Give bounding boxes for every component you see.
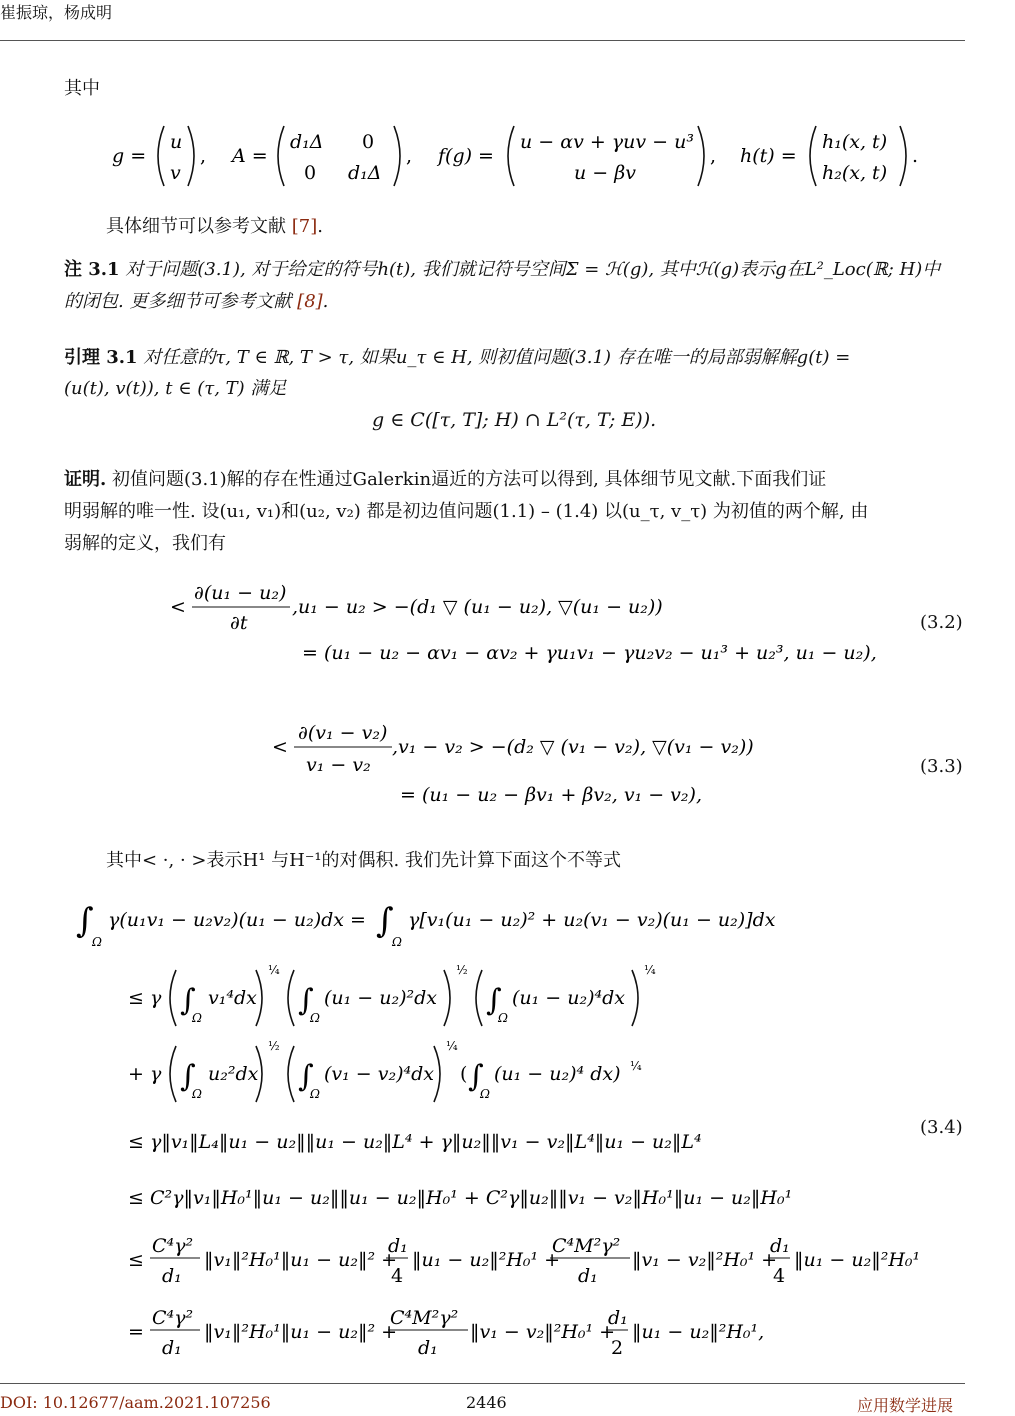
integral-sign: ∫	[180, 983, 196, 1018]
leq-sign: ≤	[128, 1249, 144, 1271]
eq34-l3-b: u₂²dx	[208, 1063, 259, 1085]
equation-3-4	[70, 890, 930, 1370]
eq34-l6-num4: d₁	[770, 1235, 790, 1257]
exp-quarter: ¼	[268, 963, 280, 977]
eq34-l7-num3: d₁	[608, 1307, 628, 1329]
paren	[170, 1046, 176, 1102]
eq33-frac-num: ∂(v₁ − v₂)	[298, 722, 388, 744]
integral-sign: ∫	[298, 1059, 314, 1094]
header-rule	[0, 40, 965, 41]
eq34-l2-d: (u₁ − u₂)⁴dx	[512, 987, 626, 1009]
eq34-l6-mid3: ‖v₁ − v₂‖²H₀¹ +	[632, 1249, 778, 1271]
intro-text: 其中	[64, 78, 100, 99]
eq34-label: (3.4)	[920, 1117, 963, 1138]
eq33-line1: ,v₁ − v₂ > −(d₂ ▽ (v₁ − v₂), ▽(v₁ − v₂))	[392, 736, 754, 758]
omega-sub: Ω	[310, 1011, 320, 1025]
eq34-l3-d: (u₁ − u₂)⁴ dx)	[494, 1063, 621, 1085]
sep-comma: ,	[710, 145, 717, 167]
omega-sub: Ω	[192, 1087, 202, 1101]
eq34-l7-end: ‖u₁ − u₂‖²H₀¹,	[632, 1321, 765, 1343]
eq32-frac-num: ∂(u₁ − u₂)	[194, 582, 287, 604]
paren	[476, 970, 482, 1026]
omega-sub: Ω	[92, 935, 102, 949]
eq34-l2-c: (u₁ − u₂)²dx	[324, 987, 438, 1009]
lemma-text-1: 对任意的τ, T ∈ ℝ, T > τ, 如果u_τ ∈ H, 则初值问题(3.1) 存在唯一的局部弱解解g(t) =	[143, 347, 851, 368]
A-right-paren	[394, 126, 400, 186]
lemma-label: 引理 3.1	[64, 347, 138, 368]
remark-text-1: 对于问题(3.1), 对于给定的符号h(t), 我们就记符号空间Σ = ℋ(g), 其中ℋ(g)表示g在L²_Loc(ℝ; H)中	[125, 259, 941, 280]
paren	[256, 970, 262, 1026]
proof-label: 证明.	[64, 469, 107, 490]
A-left-paren	[278, 126, 284, 186]
eq34-l1-lhs: γ(u₁v₁ − u₂v₂)(u₁ − u₂)dx =	[108, 909, 366, 931]
A-12: 0	[362, 131, 375, 153]
g-bot: v	[170, 162, 181, 184]
h-top: h₁(x, t)	[822, 131, 888, 153]
integral-sign: ∫	[180, 1059, 196, 1094]
equation-3-3	[268, 715, 828, 815]
omega-sub: Ω	[480, 1087, 490, 1101]
lemma-line-1	[64, 343, 850, 372]
open-paren: (	[460, 1063, 468, 1085]
eq33-line2: = (u₁ − u₂ − βv₁ + βv₂, v₁ − v₂),	[400, 784, 702, 806]
integral-sign: ∫	[76, 901, 94, 941]
lemma-line-2: (u(t), v(t)), t ∈ (τ, T) 满足	[64, 378, 287, 399]
eq34-l6-den4: 4	[773, 1265, 786, 1287]
details-end: .	[317, 216, 323, 237]
exp-quarter: ¼	[644, 963, 656, 977]
paren	[170, 970, 176, 1026]
citation-7[interactable]: [7]	[291, 216, 318, 237]
proof-text-1: 初值问题(3.1)解的存在性通过Galerkin逼近的方法可以得到, 具体细节见文献.下面我们证	[112, 469, 827, 490]
h-lhs: h(t) =	[740, 145, 797, 167]
lemma-display-equation: g ∈ C([τ, T]; H) ∩ L²(τ, T; E)).	[372, 409, 657, 431]
f-bot: u − βv	[574, 162, 636, 184]
eq34-l7-mid1: ‖v₁‖²H₀¹‖u₁ − u₂‖² +	[204, 1321, 398, 1343]
f-right-paren	[698, 126, 704, 186]
paren	[288, 1046, 294, 1102]
definitions-equation	[100, 118, 930, 194]
paren	[444, 970, 450, 1026]
eq32-line1: ,u₁ − u₂ > −(d₁ ▽ (u₁ − u₂), ▽(u₁ − u₂))	[292, 596, 663, 618]
eq34-l7-den1: d₁	[162, 1337, 182, 1359]
A-11: d₁Δ	[290, 131, 324, 153]
remark-text-2-end: .	[322, 291, 329, 312]
paren	[632, 970, 638, 1026]
remark-line-1	[64, 255, 940, 284]
eq34-l6-mid1: ‖v₁‖²H₀¹‖u₁ − u₂‖² +	[204, 1249, 398, 1271]
footer-rule	[0, 1383, 965, 1384]
integral-sign: ∫	[376, 901, 394, 941]
paren	[434, 1046, 440, 1102]
proof-line-2: 明弱解的唯一性. 设(u₁, v₁)和(u₂, v₂) 都是初边值问题(1.1) – (1.4) 以(u_τ, v_τ) 为初值的两个解, 由	[64, 501, 869, 522]
eq34-l1-rhs: γ[v₁(u₁ − u₂)² + u₂(v₁ − v₂)(u₁ − u₂)]dx	[408, 909, 776, 931]
remark-label: 注 3.1	[64, 259, 120, 280]
eq34-l5: ≤ C²γ‖v₁‖H₀¹‖u₁ − u₂‖‖u₁ − u₂‖H₀¹ + C²γ‖u₂‖‖v₁ − v₂‖H₀¹‖u₁ − u₂‖H₀¹	[128, 1187, 793, 1209]
eq34-l6-end: ‖u₁ − u₂‖²H₀¹	[794, 1249, 921, 1271]
eq34-l7-den2: d₁	[418, 1337, 438, 1359]
details-reference	[106, 212, 323, 241]
h-right-paren	[900, 126, 906, 186]
eq34-l3-c: (v₁ − v₂)⁴dx	[324, 1063, 435, 1085]
A-22: d₁Δ	[348, 162, 382, 184]
eq34-l6-den3: d₁	[578, 1265, 598, 1287]
equation-3-2	[160, 575, 970, 675]
eq34-l6-den2: 4	[391, 1265, 404, 1287]
integral-sign: ∫	[486, 983, 502, 1018]
eq34-l7-num2: C⁴M²γ²	[390, 1307, 459, 1329]
integral-sign: ∫	[298, 983, 314, 1018]
eq34-l6-den1: d₁	[162, 1265, 182, 1287]
paren	[288, 970, 294, 1026]
eq34-l6-num2: d₁	[388, 1235, 408, 1257]
proof-line-1	[64, 465, 826, 494]
eq32-label: (3.2)	[920, 612, 963, 633]
g-top: u	[170, 131, 183, 153]
footer-journal-name[interactable]: 应用数学进展	[857, 1396, 954, 1415]
A-21: 0	[304, 162, 317, 184]
exp-quarter: ¼	[446, 1039, 458, 1053]
h-left-paren	[810, 126, 816, 186]
g-right-paren	[188, 126, 194, 186]
g-left-paren	[158, 126, 164, 186]
f-lhs: f(g) =	[438, 145, 494, 167]
eq33-langle: <	[272, 736, 288, 758]
footer-doi-link[interactable]: DOI: 10.12677/aam.2021.107256	[0, 1393, 271, 1412]
remark-line-2	[64, 287, 328, 316]
eq33-frac-den: v₁ − v₂	[306, 754, 371, 776]
h-bot: h₂(x, t)	[822, 162, 888, 184]
A-lhs: A =	[232, 145, 268, 167]
exp-quarter: ¼	[630, 1059, 642, 1073]
eq34-l3-a: + γ	[128, 1063, 162, 1085]
eq-sign: =	[128, 1321, 144, 1343]
eq34-l6-mid2: ‖u₁ − u₂‖²H₀¹ +	[412, 1249, 561, 1271]
f-top: u − αv + γuv − u³	[520, 131, 694, 153]
exp-half: ½	[456, 963, 468, 977]
g-lhs: g =	[112, 145, 147, 167]
citation-8[interactable]: [8]	[297, 291, 323, 312]
sep-period: .	[912, 145, 919, 167]
eq34-l6-num1: C⁴γ²	[152, 1235, 194, 1257]
proof-line-3: 弱解的定义，我们有	[64, 533, 226, 554]
f-left-paren	[508, 126, 514, 186]
eq32-line2: = (u₁ − u₂ − αv₁ − αv₂ + γu₁v₁ − γu₂v₂ − u₁³ + u₂³, u₁ − u₂),	[302, 642, 877, 664]
omega-sub: Ω	[310, 1087, 320, 1101]
omega-sub: Ω	[498, 1011, 508, 1025]
sep-comma: ,	[200, 145, 207, 167]
eq32-langle: <	[170, 596, 186, 618]
footer-page-number: 2446	[466, 1393, 507, 1412]
eq32-frac-den: ∂t	[230, 612, 248, 634]
eq34-l2-b: v₁⁴dx	[208, 987, 257, 1009]
remark-text-2: 的闭包. 更多细节可参考文献	[64, 291, 298, 312]
exp-half: ½	[268, 1039, 280, 1053]
eq34-l2-a: ≤ γ	[128, 987, 162, 1009]
integral-sign: ∫	[468, 1059, 484, 1094]
eq33-label: (3.3)	[920, 756, 963, 777]
eq34-l7-num1: C⁴γ²	[152, 1307, 194, 1329]
omega-sub: Ω	[192, 1011, 202, 1025]
eq34-l4: ≤ γ‖v₁‖L₄‖u₁ − u₂‖‖u₁ − u₂‖L⁴ + γ‖u₂‖‖v₁ − v₂‖L⁴‖u₁ − u₂‖L⁴	[128, 1131, 702, 1153]
details-text: 具体细节可以参考文献	[106, 216, 292, 237]
eq34-l7-mid2: ‖v₁ − v₂‖²H₀¹ +	[470, 1321, 616, 1343]
dual-pairing-text: 其中< ·, · >表示H¹ 与H⁻¹的对偶积. 我们先计算下面这个不等式	[106, 850, 621, 871]
eq34-l6-num3: C⁴M²γ²	[552, 1235, 621, 1257]
eq34-l7-den3: 2	[611, 1337, 624, 1359]
running-header-authors: 崔振琼，杨成明	[0, 3, 113, 22]
sep-comma: ,	[406, 145, 413, 167]
omega-sub: Ω	[392, 935, 402, 949]
